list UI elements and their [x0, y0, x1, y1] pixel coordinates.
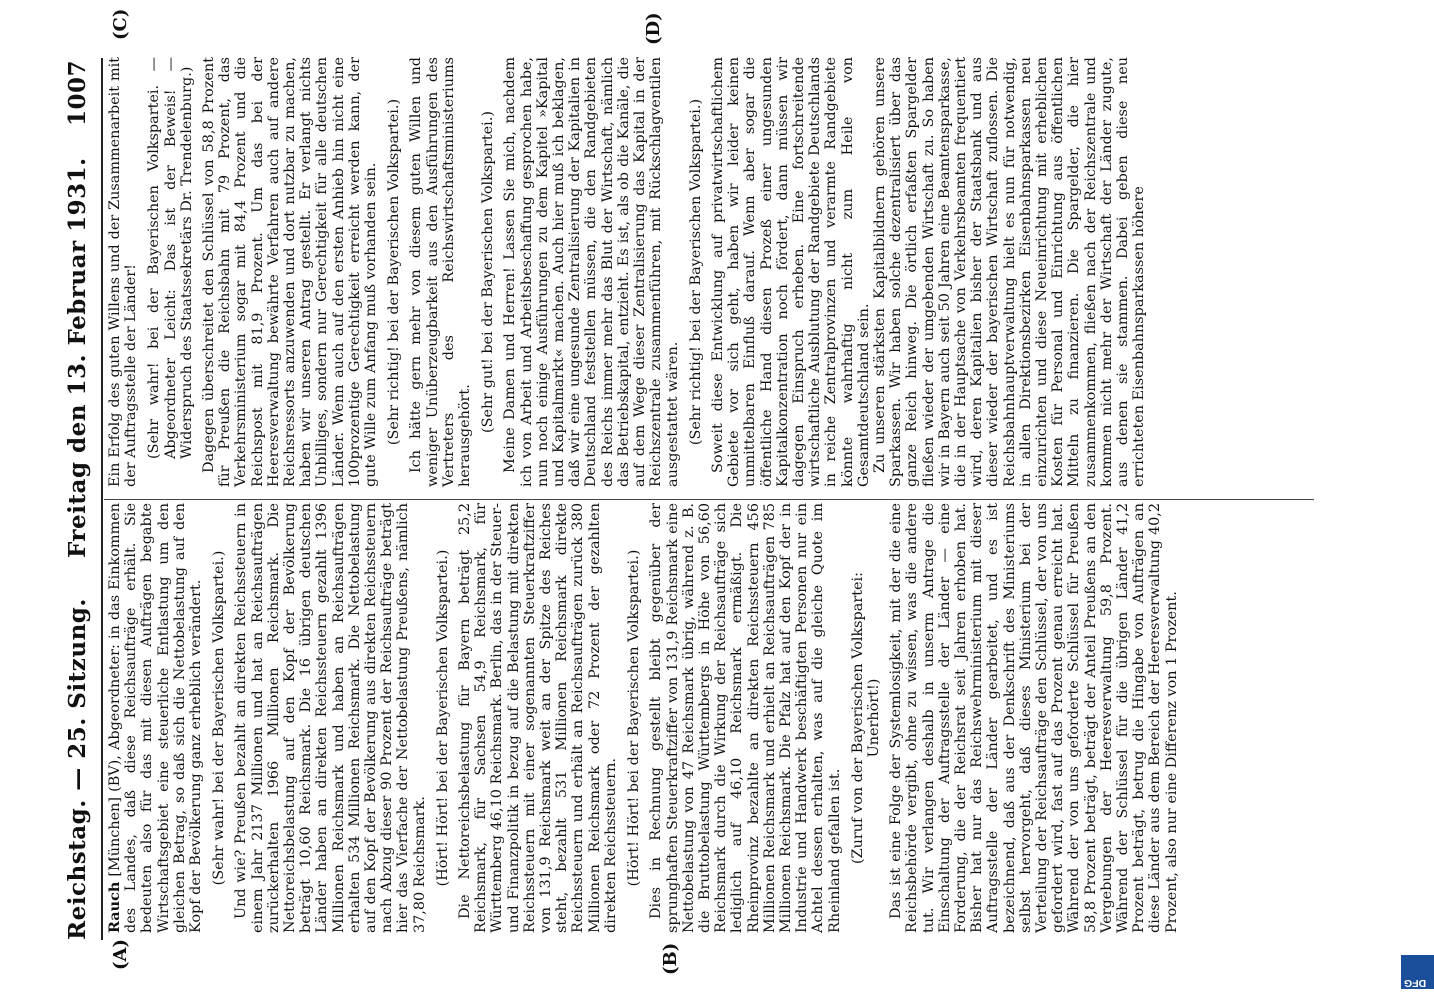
paragraph: Dies in Rechnung gestellt bleibt gegenüber der sprunghaften Steuerkraftziffer von 131,9 Reichsmark eine Nettobelastung von 47 Reichsmark übrig, während z. B. die Bruttobelastung Württembergs in Höhe von 56,60 Reichsmark durch die Wirkung der Reichsaufträge sich lediglich auf 46,10 Reichsmark ermäßigt. Die Rheinprovinz bezahlte an direkten Reichssteuern 456 Millionen Reichsmark und erhielt an Reichsaufträgen 785 Millionen Reichsmark. Die Pfalz hat auf den Kopf der in Industrie und Handwerk beschäftigten Personen nur ein Achtel dessen erhalten, was auf die gleiche Quote im Rheinland gefallen ist.: [648, 503, 843, 933]
page-number: 1007: [64, 60, 91, 127]
running-header: [60, 60, 100, 940]
paragraph: Das ist eine Folge der Systemlosigkeit, mit der die eine Reichsbehörde vergibt, ohne zu wissen, was die andere tut. Wir verlangen deshalb in unserm Antrage die Einschaltung der Auftragsstelle der Länder — eine Forderung, die der Reichsrat seit Jahren erhoben hat. Bisher hat nur das Reichswehrministerium mit dieser Auftragsstelle der Länder gearbeitet, und es ist bezeichnend, daß aus der Denkschrift des Ministeriums selbst hervorgeht, daß dieses Ministerium bei der Verteilung der Reichsaufträge den Schlüssel, der von uns gefordert wird, fast auf das Prozent genau erreicht hat. Während der von uns geforderte Schlüssel für Preußen 58,8 Prozent beträgt, beträgt der Anteil Preußens an den Vergebungen der Heeresverwaltung 59,8 Prozent. Während der Schlüssel für die übrigen Länder 41,2 Prozent beträgt, betrug die Hingabe von Aufträgen an diese Länder aus dem Bereich der Heeresverwaltung 40,2 Prozent, also nur eine Differenz von 1 Prozent.: [888, 503, 1180, 933]
paragraph: Und wie? Preußen bezahlt an direkten Reichssteuern in einem Jahr 2137 Millionen und hat an Reichsaufträgen zurückerhalten 1966 Millionen Reichsmark. Die Nettoreichsbelastung auf den Kopf der Bevölkerung beträgt 10,60 Reichsmark. Die 16 übrigen deutschen Länder haben an direkten Reichssteuern gezahlt 1396 Millionen Reichsmark und haben an Reichsaufträgen erhalten 534 Millionen Reichsmark. Die Nettobelastung auf den Kopf der Bevölkerung aus direkten Reichssteuern nach Abzug dieser 90 Prozent der Reichsaufträge beträgt hier das Vierfache der Nettobelastung Preußens, nämlich 37,80 Reichsmark.: [233, 503, 428, 933]
paragraph: [107, 503, 204, 933]
interjection: (Sehr richtig! bei der Bayerischen Volkspartei.): [687, 98, 704, 446]
digitization-credit: [1400, 0, 1434, 1000]
interjection: (Hört! Hört! bei der Bayerischen Volkspartei.): [434, 549, 451, 887]
margin-mark-c: (C): [110, 8, 131, 40]
interjection: (Sehr wahr! bei der Bayerischen Volkspartei.): [211, 550, 228, 886]
paragraph: Dagegen überschreitet den Schlüssel von 58,8 Prozent für Preußen die Reichsbahn mit 79 Prozent, das Verkehrsministerium sogar mit 84,4 Prozent und die Reichspost mit 81,9 Prozent. Um das bei der Heeresverwaltung bewährte Verfahren auch auf andere Reichsressorts anzuwenden und dort nutzbar zu machen, haben wir unseren Antrag gestellt. Er verlangt nichts Unbilliges, sondern nur Gerechtigkeit für alle deutschen Länder. Wenn auch auf den ersten Anhieb hin nicht eine 100prozentige Gerechtigkeit erreicht werden kann, der gute Wille zum Anfang muß vorhanden sein.: [201, 57, 380, 487]
paragraph: Die Nettoreichsbelastung für Bayern beträgt 25,2 Reichsmark, für Sachsen 54,9 Reichsmark, für Württemberg 46,10 Reichsmark. Berlin, das in der Steuer- und Finanzpolitik in bezug auf die Belastung mit direkten Reichssteuern mit einer sogenannten Steuerkraftziffer von 131,9 Reichsmark weit an der Spitze des Reiches steht, bezahlt 531 Millionen Reichsmark direkte Reichssteuern und erhält an Reichsaufträgen zurück 380 Millionen Reichsmark oder 72 Prozent der gezahlten direkten Reichssteuern.: [457, 503, 619, 933]
paragraph: Ein Erfolg des guten Willens und der Zusammenarbeit mit der Auftragsstelle der Länder!: [107, 57, 140, 487]
margin-mark-a: (A): [110, 939, 131, 970]
dfg-logo: DFG: [1401, 955, 1434, 989]
header-left: Reichstag. — 25. Sitzung.: [64, 598, 91, 940]
paragraph: Meine Damen und Herren! Lassen Sie mich, nachdem ich von Arbeit und Arbeitsbeschaffung gesprochen habe, nun noch einige Ausführungen zu dem Kapitel »Kapital und Kapitalmarkt« machen. Auch hier muß ich beklagen, daß wir eine ungesunde Zentralisierung der Kapitalien in Deutschland feststellen müssen, die den Randgebieten des Reichs immer mehr das Blut der Wirtschaft, nämlich das Betriebskapital, entzieht. Es ist, als ob die Kanäle, die auf dem Wege dieser Zentralisierung das Kapital in der Reichszentrale zusammenführen, mit Rückschlagventilen ausgestattet wären.: [502, 57, 681, 487]
left-column: [107, 503, 1180, 933]
paragraph-text: [München] (BV), Abgeordneter: in das Einkommen des Landes, daß diese Reichsaufträge erhält. Sie bedeuten also für das mit diesen Aufträgen begabte Wirtschaftsgebiet eine steuerliche Entlastung um den gleichen Betrag, so daß sich die Nettobelastung auf den Kopf der Bevölkerung ganz erheblich verändert.: [107, 503, 205, 933]
interjection: (Zuruf von der Bayerischen Volkspartei:: [849, 572, 866, 864]
margin-mark-d: (D): [643, 12, 664, 45]
header-date: Freitag den 13. Februar 1931.: [64, 157, 91, 558]
paragraph: Soweit diese Entwicklung auf privatwirtschaftlichem Gebiete vor sich geht, haben wir leider keinen unmittelbaren Einfluß darauf. Wenn aber sogar die öffentliche Hand diesen Prozeß einer ungesunden Kapitalkonzentration noch fördert, dann müssen wir dagegen Einspruch erheben. Eine fortschreitende wirtschaftliche Ausblutung der Randgebiete Deutschlands in reiche Zentralprovinzen und verarmte Randgebiete könnte wahrhaftig nicht zum Heile von Gesamtdeutschland sein.: [709, 57, 872, 487]
interjection: (Sehr richtig! bei der Bayerischen Volkspartei.): [386, 98, 403, 446]
header-rule: [101, 58, 103, 940]
interjection: (Hört! Hört! bei der Bayerischen Volkspartei.): [626, 549, 643, 887]
paragraph: Zu unseren stärksten Kapitalbildnern gehören unsere Sparkassen. Wir haben solche dezentralisiert über das ganze Reich hinweg. Die örtlich erfaßten Spargelder fließen wieder der umgebenden Wirtschaft zu. So haben wir in Bayern auch seit 50 Jahren eine Beamtensparkasse, die in der Hauptsache von Verkehrsbeamten frequentiert wird, deren Kapitalien bisher der Staatsbank und aus dieser wieder der bayerischen Wirtschaft zuflossen. Die Reichsbahnhauptverwaltung hielt es nun für notwendig, in allen Direktionsbezirken Eisenbahnsparkassen neu einzurichten und diese Neueinrichtung mit erheblichen Kosten für Personal und Einrichtung aus öffentlichen Mitteln zu finanzieren. Die Spargelder, die hier zusammenkommen, fließen nach der Reichszentrale und kommen nicht mehr der Wirtschaft der Länder zugute, aus denen sie stammen. Dabei geben diese neu errichteten Eisenbahnsparkassen höhere: [871, 57, 1148, 487]
right-column: [107, 57, 1147, 487]
column-divider: [104, 499, 1314, 500]
margin-mark-b: (B): [660, 942, 681, 975]
interjection: (Sehr gut! bei der Bayerischen Volkspartei.): [480, 111, 497, 433]
paragraph: Ich hätte gern mehr von diesem guten Willen und weniger Unüberzeugbarkeit aus den Ausführungen des Vertreters des Reichswirtschaftsministeriums herausgehört.: [408, 57, 474, 487]
speaker-name: Rauch: [106, 881, 123, 933]
interjection: Unerhört!): [865, 678, 882, 758]
interjection: (Sehr wahr! bei der Bayerischen Volkspartei. — Abgeordneter Leicht: Das ist der Beweis! — Widerspruch des Staatssekretärs Dr. Trendelenburg.): [146, 57, 195, 459]
